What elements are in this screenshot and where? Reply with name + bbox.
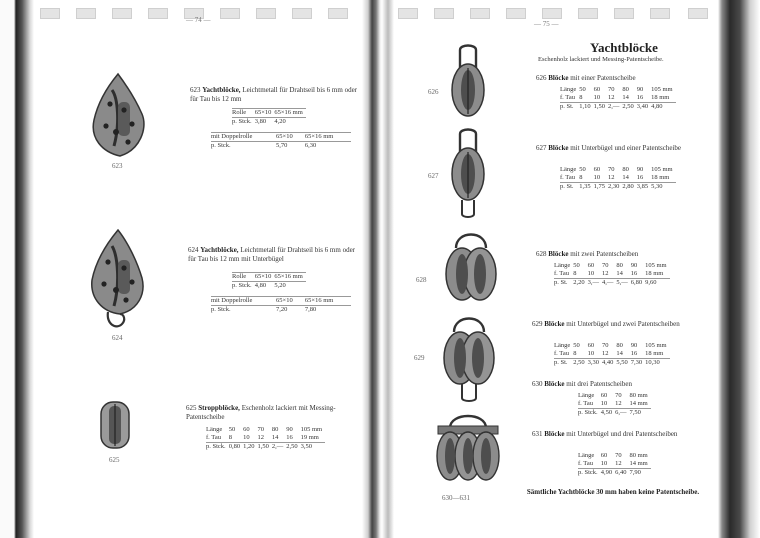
entry-title: Blöcke [548,144,569,152]
spec-table-624-double: mit Doppelrolle 65×10 65×16 mm p. Stck. 7,20 7,80 [211,296,351,314]
page-title: Yachtblöcke [590,40,658,55]
spec-table-630: Länge 60 70 80 mm f. Tau 10 12 14 mm p. Stck. 4,50 6,— 7,50 [578,392,651,417]
spec-table-631: Länge 60 70 80 mm f. Tau 10 12 14 mm p. Stck. 4,90 6,40 7,90 [578,452,651,477]
block-624-image [86,228,148,332]
entry-number: 627 [536,144,547,152]
page-number: — 74 — [186,16,211,24]
block-629-image [438,312,500,404]
page-number: — 75 — [534,20,559,28]
entry-631 [532,430,706,439]
entry-description: mit Unterbügel und zwei Patentscheiben [566,320,680,328]
spec-table-629: Länge 50 60 70 80 90 105 mm f. Tau 8 10 12 14 16 18 mm p. St. 2,50 3,30 4,40 5,50 7,30 10,30 [554,342,670,367]
entry-626 [536,74,712,83]
entry-description: mit zwei Patentscheiben [570,250,639,258]
spec-table-624: Rolle 65×10 65×16 mm p. Stck. 4,80 5,20 [232,272,306,290]
entry-630 [532,380,706,389]
figure-label: 627 [428,172,439,180]
entry-623 [190,86,360,104]
entry-number: 630 [532,380,543,388]
entry-number: 631 [532,430,543,438]
entry-description: mit Unterbügel und drei Patentscheiben [566,430,678,438]
entry-627 [536,144,704,153]
entry-title: Stroppblöcke, [198,404,240,412]
entry-title: Blöcke [544,430,565,438]
entry-number: 623 [190,86,201,94]
entry-625 [186,404,360,422]
entry-number: 626 [536,74,547,82]
entry-description: Leichtmetall für Drahtseil bis 6 mm oder für Tau bis 12 mm mit Unterbügel [188,246,356,263]
figure-label: 626 [428,88,439,96]
entry-629 [532,320,706,329]
block-623-image [88,72,148,160]
entry-description: mit Unterbügel und einer Patentscheibe [570,144,682,152]
entry-624 [188,246,358,264]
figure-label: 628 [416,276,427,284]
entry-number: 629 [532,320,543,328]
spec-table-623-double: mit Doppelrolle 65×10 65×16 mm p. Stck. 5,70 6,30 [211,132,351,150]
figure-label: 625 [109,456,120,464]
spec-table-627: Länge 50 60 70 80 90 105 mm f. Tau 8 10 12 14 16 18 mm p. St. 1,35 1,75 2,30 2,80 3,85 5,30 [560,166,676,191]
block-628-image [440,228,502,304]
right-page [394,0,718,538]
entry-description: Leichtmetall für Drahtseil bis 6 mm oder für Tau bis 12 mm [190,86,358,103]
right-page-edge [718,0,760,538]
entry-number: 624 [188,246,199,254]
block-626-image [448,44,488,120]
spec-table-628: Länge 50 60 70 80 90 105 mm f. Tau 8 10 12 14 16 18 mm p. St. 2,20 3,— 4,— 5,— 6,80 9,60 [554,262,670,287]
entry-description: mit einer Patentscheibe [570,74,636,82]
block-625-image [98,398,132,452]
entry-title: Blöcke [548,250,569,258]
entry-description: Eschenholz lackiert mit Messing-Patentscheibe [186,404,336,421]
left-page [0,0,362,538]
entry-title: Blöcke [544,380,565,388]
spec-table-626: Länge 50 60 70 80 90 105 mm f. Tau 8 10 12 14 16 18 mm p. St. 1,10 1,50 2,— 2,50 3,40 4,80 [560,86,676,111]
center-gutter [362,0,394,538]
entry-description: mit drei Patentscheiben [566,380,632,388]
spec-table-623: Rolle 65×10 65×16 mm p. Stck. 3,80 4,20 [232,108,306,126]
entry-title: Yachtblöcke, [200,246,239,254]
spec-table-625: Länge 50 60 70 80 90 105 mm f. Tau 8 10 12 14 16 19 mm p. Stck. 0,80 1,20 1,50 2,— 2,50 3,50 [206,426,325,451]
entry-title: Yachtblöcke, [202,86,241,94]
footnote: Sämtliche Yachtblöcke 30 mm haben keine Patentscheibe. [526,488,700,496]
entry-number: 625 [186,404,197,412]
figure-label: 623 [112,162,123,170]
block-630-631-image [428,410,508,486]
entry-title: Blöcke [544,320,565,328]
figure-label: 624 [112,334,123,342]
entry-628 [536,250,712,259]
block-627-image [448,128,488,220]
entry-number: 628 [536,250,547,258]
figure-label: 629 [414,354,425,362]
figure-label: 630—631 [442,494,470,502]
entry-title: Blöcke [548,74,569,82]
page-subtitle: Eschenholz lackiert und Messing-Patentscheibe. [538,56,664,63]
